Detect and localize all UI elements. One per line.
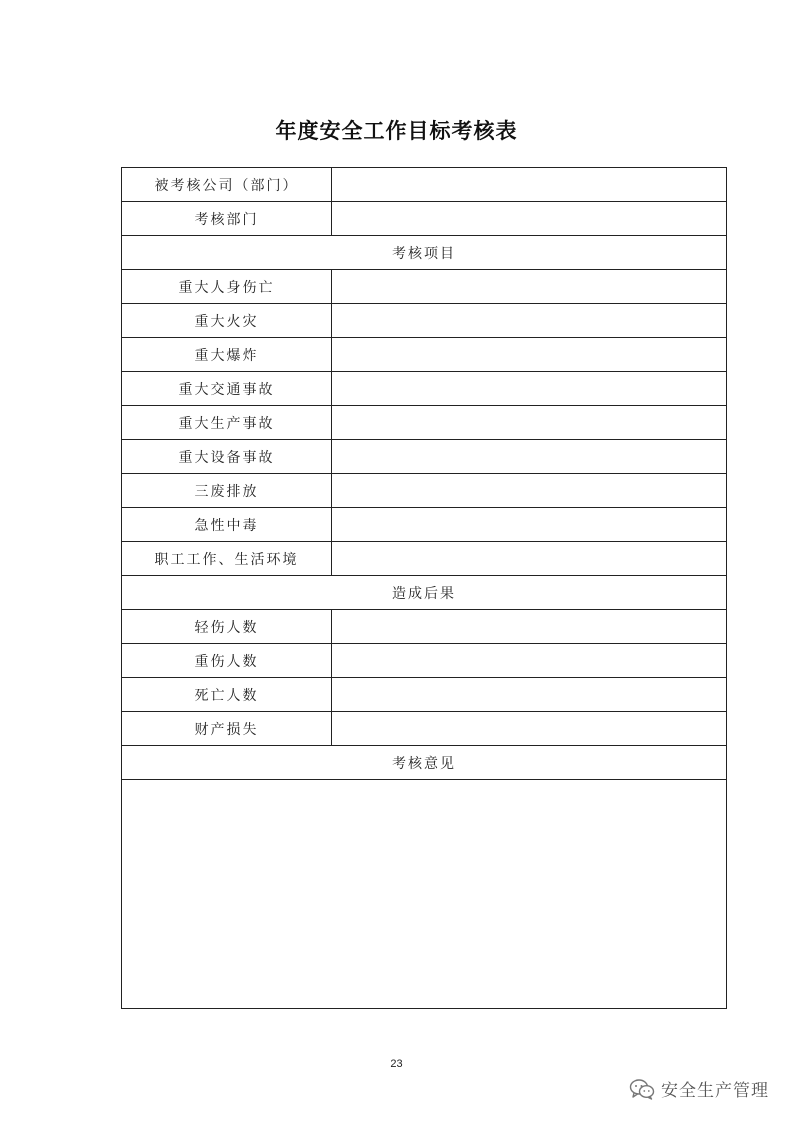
item-label-major-equipment-accident: 重大设备事故 <box>122 440 332 474</box>
table-row <box>122 270 727 304</box>
minor-injuries-label: 轻伤人数 <box>122 610 332 644</box>
table-row <box>122 712 727 746</box>
item-field-major-production-accident[interactable] <box>332 406 727 440</box>
table-row <box>122 304 727 338</box>
table-row <box>122 406 727 440</box>
table-row <box>122 508 727 542</box>
item-field-major-traffic-accident[interactable] <box>332 372 727 406</box>
section-heading-row <box>122 236 727 270</box>
item-label-waste-discharge: 三废排放 <box>122 474 332 508</box>
deaths-label: 死亡人数 <box>122 678 332 712</box>
deaths-field[interactable] <box>332 678 727 712</box>
assessment-opinion-heading: 考核意见 <box>122 746 727 780</box>
serious-injuries-label: 重伤人数 <box>122 644 332 678</box>
item-label-major-fire: 重大火灾 <box>122 304 332 338</box>
item-field-major-casualties[interactable] <box>332 270 727 304</box>
table-row <box>122 780 727 1009</box>
table-row <box>122 610 727 644</box>
assessing-department-label: 考核部门 <box>122 202 332 236</box>
serious-injuries-field[interactable] <box>332 644 727 678</box>
table-row <box>122 644 727 678</box>
minor-injuries-field[interactable] <box>332 610 727 644</box>
page-number: 23 <box>390 1058 403 1070</box>
item-label-major-production-accident: 重大生产事故 <box>122 406 332 440</box>
table-row <box>122 372 727 406</box>
watermark-text: 安全生产管理 <box>661 1081 769 1101</box>
assessment-items-heading: 考核项目 <box>122 236 727 270</box>
assessment-opinion-field[interactable] <box>122 780 727 1009</box>
item-label-major-traffic-accident: 重大交通事故 <box>122 372 332 406</box>
assessed-company-field[interactable] <box>332 168 727 202</box>
item-field-major-explosion[interactable] <box>332 338 727 372</box>
table-row <box>122 202 727 236</box>
property-loss-field[interactable] <box>332 712 727 746</box>
item-field-major-equipment-accident[interactable] <box>332 440 727 474</box>
table-row <box>122 168 727 202</box>
section-heading-row <box>122 746 727 780</box>
item-label-work-living-environment: 职工工作、生活环境 <box>122 542 332 576</box>
assessed-company-label: 被考核公司（部门） <box>122 168 332 202</box>
item-field-major-fire[interactable] <box>332 304 727 338</box>
item-field-acute-poisoning[interactable] <box>332 508 727 542</box>
item-label-major-explosion: 重大爆炸 <box>122 338 332 372</box>
item-label-major-casualties: 重大人身伤亡 <box>122 270 332 304</box>
item-label-acute-poisoning: 急性中毒 <box>122 508 332 542</box>
item-field-waste-discharge[interactable] <box>332 474 727 508</box>
watermark <box>629 1076 769 1101</box>
table-row <box>122 678 727 712</box>
consequences-heading: 造成后果 <box>122 576 727 610</box>
table-row <box>122 440 727 474</box>
table-row <box>122 474 727 508</box>
item-field-work-living-environment[interactable] <box>332 542 727 576</box>
section-heading-row <box>122 576 727 610</box>
assessing-department-field[interactable] <box>332 202 727 236</box>
table-row <box>122 338 727 372</box>
property-loss-label: 财产损失 <box>122 712 332 746</box>
table-row <box>122 542 727 576</box>
page-title: 年度安全工作目标考核表 <box>275 118 518 143</box>
assessment-form-table <box>121 167 727 1009</box>
wechat-icon <box>629 1078 655 1100</box>
